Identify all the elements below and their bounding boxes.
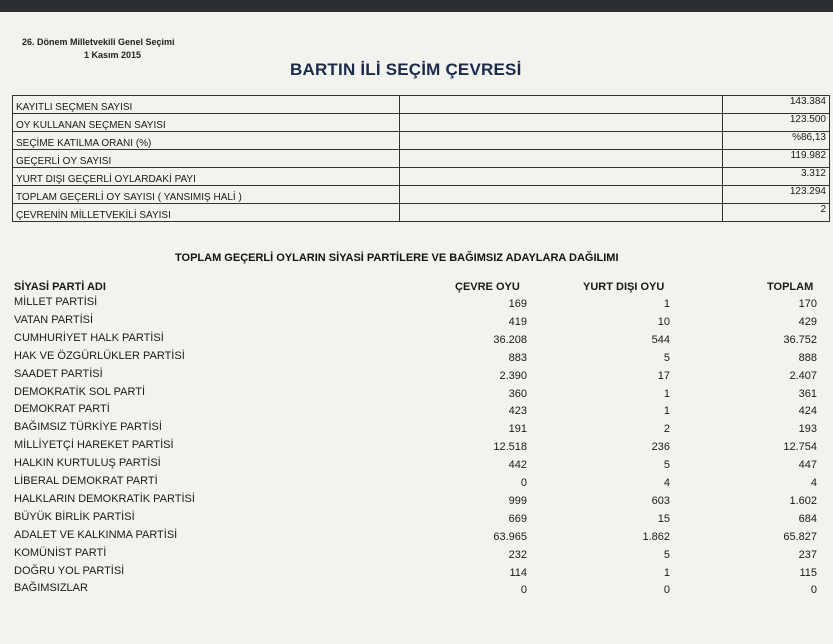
toplam-value: 447 (798, 459, 817, 472)
yurtdisi-value: 0 (663, 584, 670, 597)
cevre-value: 883 (508, 351, 527, 364)
summary-empty-cell (400, 186, 723, 204)
cevre-value: 669 (508, 512, 527, 525)
toplam-value: 888 (798, 351, 817, 364)
yurtdisi-value: 1.862 (642, 530, 670, 543)
cevre-value: 169 (508, 298, 527, 310)
summary-empty-cell (400, 96, 723, 114)
summary-row (13, 186, 830, 204)
summary-empty-cell (400, 132, 723, 150)
party-name: HALKLARIN DEMOKRATİK PARTİSİ (14, 492, 195, 505)
cevre-value: 114 (509, 566, 527, 579)
cevre-value: 2.390 (499, 369, 527, 382)
toplam-value: 0 (810, 584, 817, 597)
party-name: MİLLİYETÇİ HAREKET PARTİSİ (14, 439, 174, 452)
party-name: HAK VE ÖZGÜRLÜKLER PARTİSİ (14, 349, 185, 362)
summary-value: 143.384 (723, 96, 830, 114)
party-name: BAĞIMSIZ TÜRKİYE PARTİSİ (14, 421, 162, 434)
party-name: DEMOKRAT PARTİ (14, 403, 110, 416)
yurtdisi-value: 5 (663, 548, 670, 561)
yurtdisi-value: 1 (663, 298, 670, 310)
toplam-value: 193 (798, 423, 817, 436)
toplam-value: 65.827 (783, 530, 817, 543)
yurtdisi-value: 1 (663, 566, 670, 579)
page-title: BARTIN İLİ SEÇİM ÇEVRESİ (290, 60, 522, 79)
yurtdisi-value: 17 (657, 369, 670, 382)
summary-row (13, 96, 830, 114)
cevre-value: 419 (508, 315, 527, 328)
distribution-title: TOPLAM GEÇERLİ OYLARIN SİYASİ PARTİLERE VE BAĞIMSIZ ADAYLARA DAĞILIMI (175, 252, 619, 264)
party-name: BAĞIMSIZLAR (14, 582, 88, 595)
party-name: DEMOKRATİK SOL PARTİ (14, 385, 146, 398)
election-date: 1 Kasım 2015 (84, 50, 142, 60)
toplam-value: 4 (810, 477, 817, 489)
party-name: SAADET PARTİSİ (14, 367, 103, 380)
summary-value: %86,13 (723, 132, 830, 150)
cevre-value: 423 (508, 405, 527, 418)
header-toplam: TOPLAM (767, 281, 814, 293)
top-bar (0, 0, 833, 12)
summary-row (13, 132, 830, 150)
summary-empty-cell (400, 204, 723, 222)
cevre-value: 63.965 (493, 530, 527, 543)
cevre-value: 360 (508, 387, 527, 400)
cevre-value: 232 (508, 548, 527, 561)
cevre-value: 442 (508, 459, 527, 472)
summary-value: 3.312 (723, 168, 830, 186)
yurtdisi-value: 603 (651, 494, 670, 507)
summary-value: 123.294 (723, 186, 830, 204)
yurtdisi-value: 5 (663, 459, 670, 472)
summary-row (13, 114, 830, 132)
party-name: CUMHURİYET HALK PARTİSİ (14, 331, 164, 344)
summary-table (12, 95, 830, 222)
header-yurt-disi-oyu: YURT DIŞI OYU (583, 281, 665, 293)
yurtdisi-value: 4 (663, 477, 670, 489)
yurtdisi-value: 1 (663, 405, 670, 418)
cevre-value: 191 (508, 423, 527, 436)
toplam-value: 429 (798, 315, 817, 328)
header-cevre-oyu: ÇEVRE OYU (455, 281, 520, 293)
toplam-value: 684 (798, 512, 817, 525)
cevre-value: 12.518 (493, 441, 527, 454)
summary-row (13, 168, 830, 186)
summary-label: GEÇERLİ OY SAYISI (13, 150, 400, 168)
summary-row (13, 204, 830, 222)
party-name: MİLLET PARTİSİ (14, 296, 98, 308)
summary-label: ÇEVRENİN MİLLETVEKİLİ SAYISI (13, 204, 400, 222)
summary-empty-cell (400, 150, 723, 168)
yurtdisi-value: 544 (651, 333, 670, 346)
summary-label: TOPLAM GEÇERLİ OY SAYISI ( YANSIMIŞ HALİ ) (13, 186, 400, 204)
toplam-value: 170 (798, 298, 817, 310)
toplam-value: 424 (798, 405, 817, 418)
party-name: HALKIN KURTULUŞ PARTİSİ (14, 457, 161, 470)
summary-value: 2 (723, 204, 830, 222)
party-name: ADALET VE KALKINMA PARTİSİ (14, 528, 178, 541)
summary-row (13, 150, 830, 168)
yurtdisi-value: 15 (657, 512, 670, 525)
summary-label: OY KULLANAN SEÇMEN SAYISI (13, 114, 400, 132)
party-name: BÜYÜK BİRLİK PARTİSİ (14, 510, 135, 523)
toplam-value: 361 (798, 387, 817, 400)
election-name: 26. Dönem Milletvekili Genel Seçimi (22, 37, 175, 47)
party-name: DOĞRU YOL PARTİSİ (14, 564, 125, 577)
party-name: VATAN PARTİSİ (14, 313, 94, 326)
yurtdisi-value: 5 (663, 351, 670, 364)
toplam-value: 115 (799, 566, 817, 579)
summary-empty-cell (400, 168, 723, 186)
yurtdisi-value: 10 (657, 315, 670, 328)
summary-label: KAYITLI SEÇMEN SAYISI (13, 96, 400, 114)
cevre-value: 0 (520, 477, 527, 489)
party-name: KOMÜNİST PARTİ (14, 546, 107, 559)
yurtdisi-value: 1 (663, 387, 670, 400)
toplam-value: 237 (798, 548, 817, 561)
cevre-value: 0 (520, 584, 527, 597)
party-name: LİBERAL DEMOKRAT PARTİ (14, 475, 158, 487)
summary-value: 123.500 (723, 114, 830, 132)
summary-value: 119.982 (723, 150, 830, 168)
header-party-name: SİYASİ PARTİ ADI (14, 281, 106, 293)
toplam-value: 2.407 (789, 369, 817, 382)
yurtdisi-value: 2 (663, 423, 670, 436)
cevre-value: 999 (508, 494, 527, 507)
toplam-value: 1.602 (789, 494, 817, 507)
summary-label: SEÇİME KATILMA ORANI (%) (13, 132, 400, 150)
toplam-value: 36.752 (783, 333, 817, 346)
yurtdisi-value: 236 (651, 441, 670, 454)
toplam-value: 12.754 (783, 441, 817, 454)
summary-label: YURT DIŞI GEÇERLİ OYLARDAKİ PAYI (13, 168, 400, 186)
cevre-value: 36.208 (493, 333, 527, 346)
summary-empty-cell (400, 114, 723, 132)
